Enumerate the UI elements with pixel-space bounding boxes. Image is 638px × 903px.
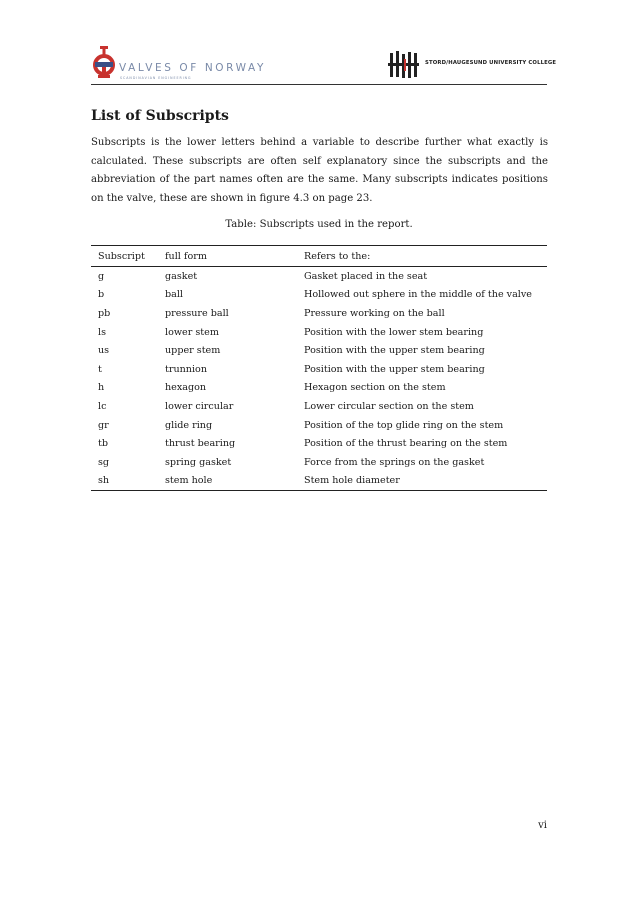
valves-of-norway-subtitle: SCANDINAVIAN ENGINEERING	[120, 76, 192, 80]
table-row	[91, 397, 547, 416]
hsh-college-name: STORD/HAUGESUND UNIVERSITY COLLEGE	[425, 60, 557, 66]
intro-paragraph: Subscripts is the lower letters behind a variable to describe further what exactly is calculated. These subscripts are often self explanatory since the subscripts and the abbreviation of the part names often are the same. Many subscripts indicates positions on the valve, these are shown in figure 4.3 on page 23.	[91, 137, 548, 204]
table-row	[91, 379, 547, 398]
header-cell: full form	[165, 250, 207, 262]
valve-emblem-icon	[91, 45, 117, 79]
subscript-cell: gr	[98, 419, 109, 431]
full-form-cell: upper stem	[165, 345, 221, 357]
refers-to-cell: Hollowed out sphere in the middle of the valve	[304, 289, 532, 301]
refers-to-cell: Position of the top glide ring on the stem	[304, 419, 504, 431]
header-rule	[91, 84, 547, 85]
table-row	[91, 472, 547, 491]
full-form-cell: gasket	[165, 270, 198, 282]
subscript-cell: b	[98, 289, 105, 301]
subscripts-table	[91, 245, 547, 491]
refers-to-cell: Position with the lower stem bearing	[304, 326, 484, 338]
refers-to-cell: Position of the thrust bearing on the stem	[304, 438, 508, 450]
table-row	[91, 323, 547, 342]
subscript-cell: pb	[98, 307, 111, 319]
header-cell: Subscript	[98, 250, 145, 262]
full-form-cell: thrust bearing	[165, 438, 236, 450]
refers-to-cell: Gasket placed in the seat	[304, 270, 428, 282]
hsh-logo	[388, 50, 557, 80]
hsh-emblem-icon	[388, 50, 422, 80]
subscript-cell: us	[98, 345, 110, 357]
subscript-cell: h	[98, 382, 105, 394]
subscript-cell: sg	[98, 456, 110, 468]
full-form-cell: ball	[165, 289, 183, 301]
table-row	[91, 416, 547, 435]
table-row	[91, 267, 547, 286]
subscript-cell: sh	[98, 475, 110, 487]
full-form-cell: spring gasket	[165, 456, 232, 468]
refers-to-cell: Lower circular section on the stem	[304, 400, 474, 412]
table-row	[91, 304, 547, 323]
full-form-cell: glide ring	[165, 419, 213, 431]
subscript-cell: t	[98, 363, 102, 375]
table-row	[91, 341, 547, 360]
valves-of-norway-name: VALVES OF NORWAY	[119, 62, 267, 74]
subscript-cell: tb	[98, 438, 108, 450]
subscript-cell: g	[98, 270, 105, 282]
subscript-cell: ls	[98, 326, 106, 338]
table-row	[91, 453, 547, 472]
table-row	[91, 434, 547, 453]
full-form-cell: trunnion	[165, 363, 208, 375]
refers-to-cell: Pressure working on the ball	[304, 307, 445, 319]
refers-to-cell: Force from the springs on the gasket	[304, 456, 485, 468]
page-number: vi	[538, 820, 547, 831]
refers-to-cell: Stem hole diameter	[304, 475, 400, 487]
table-caption: Table: Subscripts used in the report.	[225, 219, 413, 230]
valves-of-norway-logo	[91, 45, 321, 81]
full-form-cell: lower circular	[165, 400, 234, 412]
section-title: List of Subscripts	[91, 108, 229, 124]
refers-to-cell: Hexagon section on the stem	[304, 382, 446, 394]
full-form-cell: hexagon	[165, 382, 207, 394]
table-row	[91, 360, 547, 379]
full-form-cell: lower stem	[165, 326, 219, 338]
header-cell: Refers to the:	[304, 250, 371, 262]
subscript-cell: lc	[98, 400, 107, 412]
refers-to-cell: Position with the upper stem bearing	[304, 363, 485, 375]
table-header-row	[91, 246, 547, 267]
full-form-cell: pressure ball	[165, 307, 229, 319]
refers-to-cell: Position with the upper stem bearing	[304, 345, 485, 357]
table-row	[91, 286, 547, 305]
full-form-cell: stem hole	[165, 475, 213, 487]
